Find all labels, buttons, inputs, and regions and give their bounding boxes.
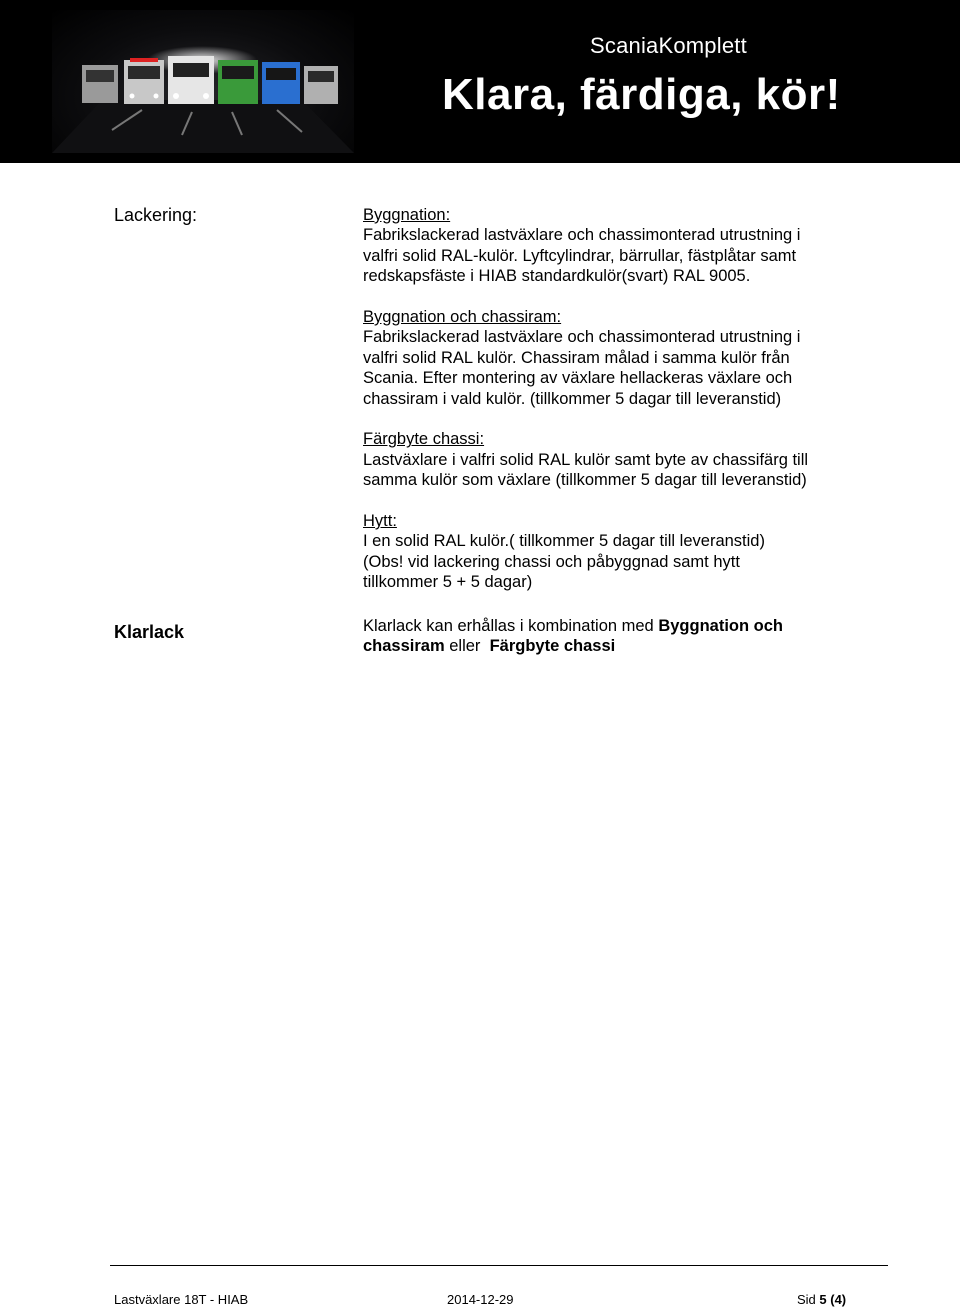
text-line: redskapsfäste i HIAB standardkulör(svart) RAL 9005.	[363, 267, 751, 286]
header-banner	[0, 0, 960, 163]
text-line: I en solid RAL kulör.( tillkommer 5 dagar till leveranstid)	[363, 532, 765, 551]
klarlack-bold-chassiram: chassiram	[363, 637, 445, 656]
section-label-lackering: Lackering:	[114, 205, 198, 225]
heading-fargbyte-chassi: Färgbyte chassi:	[363, 430, 485, 449]
text-line: chassiram i vald kulör. (tillkommer 5 dagar till leveranstid)	[363, 389, 782, 408]
lackering-content	[363, 205, 863, 593]
text-line: valfri solid RAL-kulör. Lyftcylindrar, bärrullar, fästplåtar samt	[363, 246, 797, 265]
text-line: (Obs! vid lackering chassi och påbyggnad samt hytt	[363, 552, 740, 571]
heading-byggnation-chassiram: Byggnation och chassiram:	[363, 308, 562, 327]
text-line: tillkommer 5 + 5 dagar)	[363, 573, 533, 592]
text-line: valfri solid RAL kulör. Chassiram målad i samma kulör från	[363, 348, 790, 367]
slogan: Klara, färdiga, kör!	[442, 70, 841, 119]
heading-hytt: Hytt:	[363, 512, 397, 531]
brand-name: ScaniaKomplett	[590, 33, 747, 58]
section-label-klarlack: Klarlack	[114, 622, 185, 642]
footer-page-prefix: Sid	[797, 1292, 820, 1307]
text-line: Lastväxlare i valfri solid RAL kulör samt byte av chassifärg till	[363, 450, 809, 469]
klarlack-bold-byggnation: Byggnation och	[658, 617, 783, 635]
text-line: Scania. Efter montering av växlare hellackeras växlare och	[363, 369, 793, 388]
footer-divider	[110, 1265, 888, 1266]
text-line: Fabrikslackerad lastväxlare och chassimonterad utrustning i	[363, 328, 801, 347]
footer-date: 2014-12-29	[447, 1292, 514, 1307]
klarlack-text-eller: eller	[444, 637, 490, 656]
text-line: samma kulör som växlare (tillkommer 5 dagar till leveranstid)	[363, 471, 807, 490]
klarlack-content	[363, 616, 863, 657]
trucks-image	[52, 10, 354, 153]
heading-byggnation: Byggnation:	[363, 206, 451, 224]
klarlack-text: Klarlack kan erhållas i kombination med	[363, 617, 659, 635]
footer-document-title: Lastväxlare 18T - HIAB	[114, 1292, 249, 1307]
trucks-illustration	[52, 10, 354, 153]
text-line: Fabrikslackerad lastväxlare och chassimonterad utrustning i	[363, 226, 801, 245]
footer-page-value: 5 (4)	[819, 1292, 847, 1307]
klarlack-bold-fargbyte: Färgbyte chassi	[489, 637, 616, 656]
footer-page-number	[797, 1292, 846, 1307]
